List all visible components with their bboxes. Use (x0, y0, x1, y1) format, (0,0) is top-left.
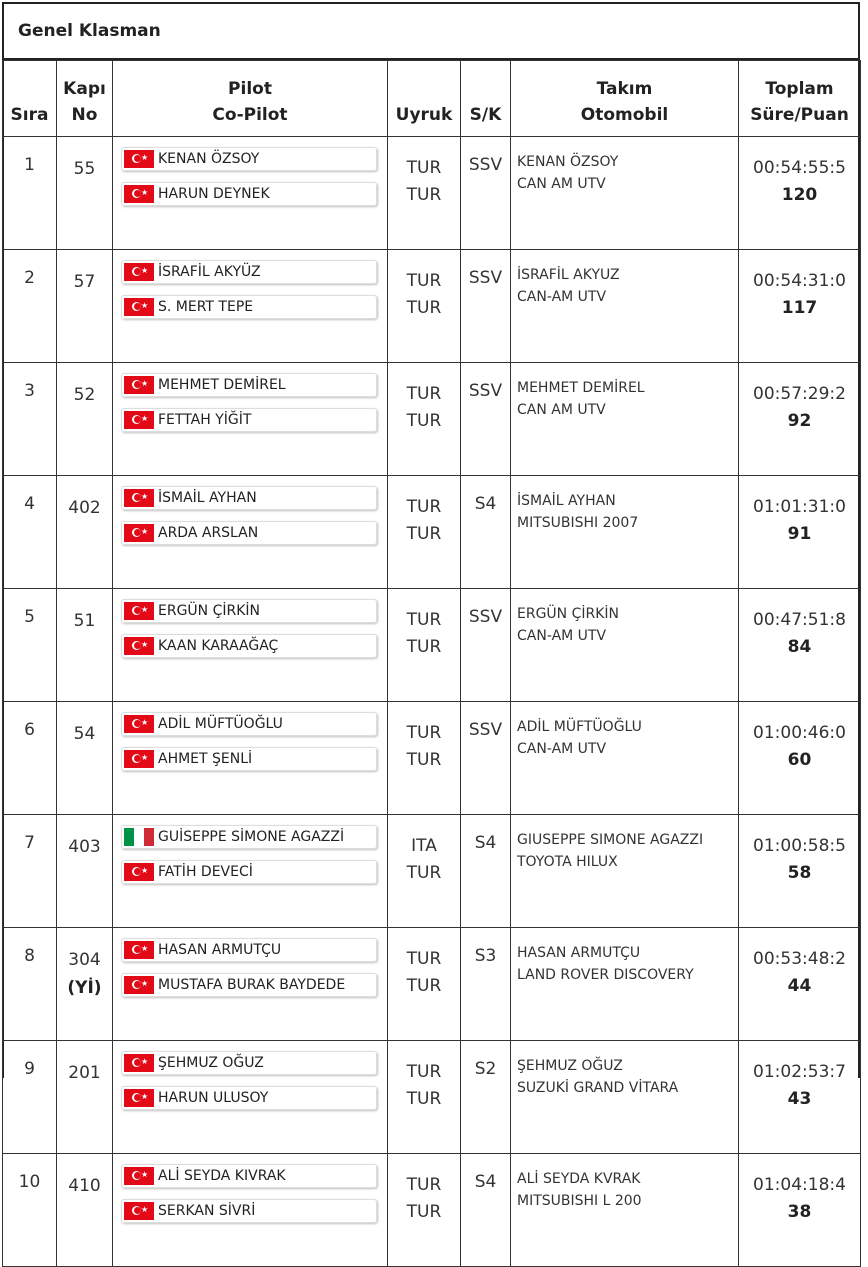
table-row (3, 137, 861, 250)
rank-cell: 2 (3, 250, 57, 363)
gate-number: 304 (68, 950, 101, 970)
gate-number: 403 (68, 837, 101, 857)
col-header-kapi-no: Kapı No (57, 61, 113, 137)
team-name: İSRAFİL AKYUZ (517, 267, 620, 283)
team-name: ADİL MÜFTÜOĞLU (517, 719, 642, 735)
pilot-name: İSRAFİL AKYÜZ (158, 264, 261, 280)
total-time: 01:01:31:0 (753, 497, 846, 517)
rank-cell: 4 (3, 476, 57, 589)
total-time: 00:53:48:2 (753, 949, 846, 969)
turkey-flag-icon: ★ (124, 376, 154, 394)
rank-cell: 7 (3, 815, 57, 928)
copilot-nationality: TUR (406, 298, 442, 318)
team-name: MEHMET DEMİREL (517, 380, 645, 396)
turkey-flag-icon: ★ (124, 863, 154, 881)
gate-number-cell (57, 1041, 113, 1154)
turkey-flag-icon: ★ (124, 1202, 154, 1220)
total-points: 120 (781, 185, 818, 205)
team-car-cell (511, 476, 739, 589)
copilot-name-box[interactable] (121, 521, 377, 545)
pilot-name: ADİL MÜFTÜOĞLU (158, 716, 283, 732)
car-name: CAN-AM UTV (517, 289, 607, 305)
gate-number-cell (57, 702, 113, 815)
total-cell (739, 702, 861, 815)
turkey-flag-icon: ★ (124, 524, 154, 542)
turkey-flag-icon: ★ (124, 602, 154, 620)
table-row (3, 1041, 861, 1154)
rank-cell: 6 (3, 702, 57, 815)
car-name: CAN AM UTV (517, 176, 606, 192)
rank-cell: 10 (3, 1154, 57, 1267)
gate-number-cell (57, 476, 113, 589)
pilot-name-box[interactable] (121, 147, 377, 171)
total-time: 01:02:53:7 (753, 1062, 846, 1082)
crew-cell (113, 928, 388, 1041)
car-name: MITSUBISHI 2007 (517, 515, 639, 531)
team-name: HASAN ARMUTÇU (517, 945, 641, 961)
nationality-cell (388, 702, 461, 815)
crew-cell (113, 702, 388, 815)
total-time: 00:57:29:2 (753, 384, 846, 404)
class-cell: SSV (461, 589, 511, 702)
car-name: CAN-AM UTV (517, 628, 607, 644)
pilot-nationality: TUR (406, 610, 442, 630)
gate-number-cell (57, 363, 113, 476)
team-name: İSMAİL AYHAN (517, 493, 616, 509)
total-cell (739, 363, 861, 476)
pilot-name-box[interactable] (121, 938, 377, 962)
class-cell: SSV (461, 250, 511, 363)
crew-cell (113, 250, 388, 363)
total-cell (739, 1041, 861, 1154)
total-cell (739, 137, 861, 250)
total-time: 00:47:51:8 (753, 610, 846, 630)
col-header-takim: Takım Otomobil (511, 61, 739, 137)
turkey-flag-icon: ★ (124, 941, 154, 959)
class-cell: S4 (461, 815, 511, 928)
pilot-nationality: TUR (406, 1062, 442, 1082)
team-car-cell (511, 137, 739, 250)
table-row (3, 1154, 861, 1267)
copilot-nationality: TUR (406, 637, 442, 657)
gate-number-cell (57, 928, 113, 1041)
turkey-flag-icon: ★ (124, 489, 154, 507)
gate-number: 55 (73, 159, 96, 179)
turkey-flag-icon: ★ (124, 637, 154, 655)
total-cell (739, 1154, 861, 1267)
copilot-name: FATİH DEVECİ (158, 864, 253, 880)
pilot-name: HASAN ARMUTÇU (158, 942, 282, 958)
turkey-flag-icon: ★ (124, 1054, 154, 1072)
nationality-cell (388, 363, 461, 476)
pilot-name-box[interactable] (121, 712, 377, 736)
class-cell: SSV (461, 137, 511, 250)
gate-number: 410 (68, 1176, 101, 1196)
table-row (3, 250, 861, 363)
total-points: 44 (787, 976, 812, 996)
gate-number: 57 (73, 272, 96, 292)
pilot-name: İSMAİL AYHAN (158, 490, 257, 506)
class-cell: SSV (461, 702, 511, 815)
team-name: ALİ SEYDA KVRAK (517, 1171, 641, 1187)
turkey-flag-icon: ★ (124, 1089, 154, 1107)
rank-cell: 5 (3, 589, 57, 702)
total-time: 01:00:46:0 (753, 723, 846, 743)
pilot-name-box[interactable] (121, 373, 377, 397)
table-row (3, 476, 861, 589)
total-points: 117 (781, 298, 818, 318)
rank-cell: 8 (3, 928, 57, 1041)
copilot-name-box[interactable] (121, 634, 377, 658)
crew-cell (113, 363, 388, 476)
copilot-nationality: TUR (406, 1089, 442, 1109)
col-header-sk: S/K (461, 61, 511, 137)
nationality-cell (388, 815, 461, 928)
rank-cell: 3 (3, 363, 57, 476)
pilot-name: ŞEHMUZ OĞUZ (158, 1055, 264, 1071)
copilot-name-box[interactable] (121, 182, 377, 206)
copilot-nationality: TUR (406, 1202, 442, 1222)
standings-table (2, 60, 861, 1267)
copilot-name: S. MERT TEPE (158, 299, 254, 315)
copilot-name: KAAN KARAAĞAÇ (158, 638, 279, 654)
pilot-name-box[interactable] (121, 486, 377, 510)
team-name: ERGÜN ÇİRKİN (517, 606, 620, 622)
total-time: 00:54:55:5 (753, 158, 846, 178)
pilot-nationality: TUR (406, 158, 442, 178)
team-car-cell (511, 815, 739, 928)
table-row (3, 815, 861, 928)
copilot-name-box[interactable] (121, 860, 377, 884)
team-car-cell (511, 928, 739, 1041)
italy-flag-icon (124, 828, 154, 846)
pilot-nationality: TUR (406, 723, 442, 743)
copilot-name-box[interactable] (121, 1086, 377, 1110)
copilot-name: MUSTAFA BURAK BAYDEDE (158, 977, 346, 993)
col-header-uyruk: Uyruk (388, 61, 461, 137)
copilot-name: HARUN DEYNEK (158, 186, 270, 202)
pilot-nationality: TUR (406, 1175, 442, 1195)
class-cell: S4 (461, 476, 511, 589)
total-cell (739, 815, 861, 928)
copilot-name: FETTAH YİĞİT (158, 412, 252, 428)
team-name: KENAN ÖZSOY (517, 154, 619, 170)
pilot-name: ALİ SEYDA KIVRAK (158, 1168, 286, 1184)
nationality-cell (388, 137, 461, 250)
turkey-flag-icon: ★ (124, 185, 154, 203)
class-cell: S3 (461, 928, 511, 1041)
turkey-flag-icon: ★ (124, 298, 154, 316)
turkey-flag-icon: ★ (124, 263, 154, 281)
team-car-cell (511, 589, 739, 702)
class-cell: S2 (461, 1041, 511, 1154)
pilot-nationality: ITA (411, 836, 437, 856)
nationality-cell (388, 928, 461, 1041)
copilot-name-box[interactable] (121, 408, 377, 432)
gate-number-cell (57, 589, 113, 702)
turkey-flag-icon: ★ (124, 715, 154, 733)
gate-number: 201 (68, 1063, 101, 1083)
copilot-nationality: TUR (406, 863, 442, 883)
total-cell (739, 250, 861, 363)
copilot-name-box[interactable] (121, 973, 377, 997)
gate-number: 54 (73, 724, 96, 744)
total-points: 43 (787, 1089, 812, 1109)
copilot-name: AHMET ŞENLİ (158, 751, 253, 767)
crew-cell (113, 1041, 388, 1154)
car-name: CAN-AM UTV (517, 741, 607, 757)
gate-number-cell (57, 815, 113, 928)
panel-header (4, 4, 858, 60)
nationality-cell (388, 476, 461, 589)
nationality-cell (388, 589, 461, 702)
team-name: ŞEHMUZ OĞUZ (517, 1058, 623, 1074)
copilot-name-box[interactable] (121, 747, 377, 771)
pilot-nationality: TUR (406, 949, 442, 969)
copilot-name: HARUN ULUSOY (158, 1090, 269, 1106)
turkey-flag-icon: ★ (124, 1167, 154, 1185)
car-name: CAN AM UTV (517, 402, 606, 418)
turkey-flag-icon: ★ (124, 411, 154, 429)
panel-title: Genel Klasman (18, 21, 161, 41)
car-name: MITSUBISHI L 200 (517, 1193, 642, 1209)
gate-number: 402 (68, 498, 101, 518)
table-header-row (3, 61, 861, 137)
team-car-cell (511, 702, 739, 815)
pilot-nationality: TUR (406, 384, 442, 404)
table-row (3, 702, 861, 815)
crew-cell (113, 589, 388, 702)
pilot-name-box[interactable] (121, 260, 377, 284)
copilot-name: SERKAN SİVRİ (158, 1203, 256, 1219)
col-header-pilot: Pilot Co-Pilot (113, 61, 388, 137)
crew-cell (113, 815, 388, 928)
total-points: 84 (787, 637, 812, 657)
copilot-name-box[interactable] (121, 1199, 377, 1223)
team-car-cell (511, 1154, 739, 1267)
team-car-cell (511, 363, 739, 476)
class-cell: S4 (461, 1154, 511, 1267)
pilot-name-box[interactable] (121, 1164, 377, 1188)
total-time: 00:54:31:0 (753, 271, 846, 291)
rank-cell: 9 (3, 1041, 57, 1154)
copilot-nationality: TUR (406, 976, 442, 996)
turkey-flag-icon: ★ (124, 750, 154, 768)
crew-cell (113, 476, 388, 589)
car-name: SUZUKİ GRAND VİTARA (517, 1080, 679, 1096)
total-points: 92 (787, 411, 812, 431)
total-points: 60 (787, 750, 812, 770)
gate-number-cell (57, 1154, 113, 1267)
team-car-cell (511, 1041, 739, 1154)
pilot-nationality: TUR (406, 497, 442, 517)
car-name: LAND ROVER DISCOVERY (517, 967, 694, 983)
team-name: GIUSEPPE SIMONE AGAZZI (517, 832, 704, 848)
nationality-cell (388, 250, 461, 363)
nationality-cell (388, 1041, 461, 1154)
gate-number: 52 (73, 385, 96, 405)
gate-number-cell (57, 137, 113, 250)
pilot-name-box[interactable] (121, 1051, 377, 1075)
col-header-toplam: Toplam Süre/Puan (739, 61, 861, 137)
col-header-sira: Sıra (3, 61, 57, 137)
pilot-name: KENAN ÖZSOY (158, 151, 260, 167)
crew-cell (113, 1154, 388, 1267)
gate-number-note: (Yİ) (67, 978, 102, 998)
pilot-name-box[interactable] (121, 825, 377, 849)
total-time: 01:04:18:4 (753, 1175, 846, 1195)
total-cell (739, 589, 861, 702)
pilot-name-box[interactable] (121, 599, 377, 623)
turkey-flag-icon: ★ (124, 150, 154, 168)
rank-cell: 1 (3, 137, 57, 250)
total-points: 58 (787, 863, 812, 883)
table-row (3, 363, 861, 476)
copilot-nationality: TUR (406, 524, 442, 544)
car-name: TOYOTA HILUX (517, 854, 618, 870)
total-cell (739, 476, 861, 589)
total-points: 38 (787, 1202, 812, 1222)
copilot-nationality: TUR (406, 185, 442, 205)
total-points: 91 (787, 524, 812, 544)
pilot-name: MEHMET DEMİREL (158, 377, 286, 393)
copilot-name-box[interactable] (121, 295, 377, 319)
gate-number: 51 (73, 611, 96, 631)
standings-panel (2, 2, 860, 1222)
table-row (3, 928, 861, 1041)
pilot-name: GUİSEPPE SİMONE AGAZZİ (158, 829, 345, 845)
gate-number-cell (57, 250, 113, 363)
team-car-cell (511, 250, 739, 363)
copilot-nationality: TUR (406, 411, 442, 431)
class-cell: SSV (461, 363, 511, 476)
table-row (3, 589, 861, 702)
copilot-nationality: TUR (406, 750, 442, 770)
copilot-name: ARDA ARSLAN (158, 525, 259, 541)
total-time: 01:00:58:5 (753, 836, 846, 856)
turkey-flag-icon: ★ (124, 976, 154, 994)
nationality-cell (388, 1154, 461, 1267)
pilot-nationality: TUR (406, 271, 442, 291)
crew-cell (113, 137, 388, 250)
pilot-name: ERGÜN ÇİRKİN (158, 603, 261, 619)
total-cell (739, 928, 861, 1041)
